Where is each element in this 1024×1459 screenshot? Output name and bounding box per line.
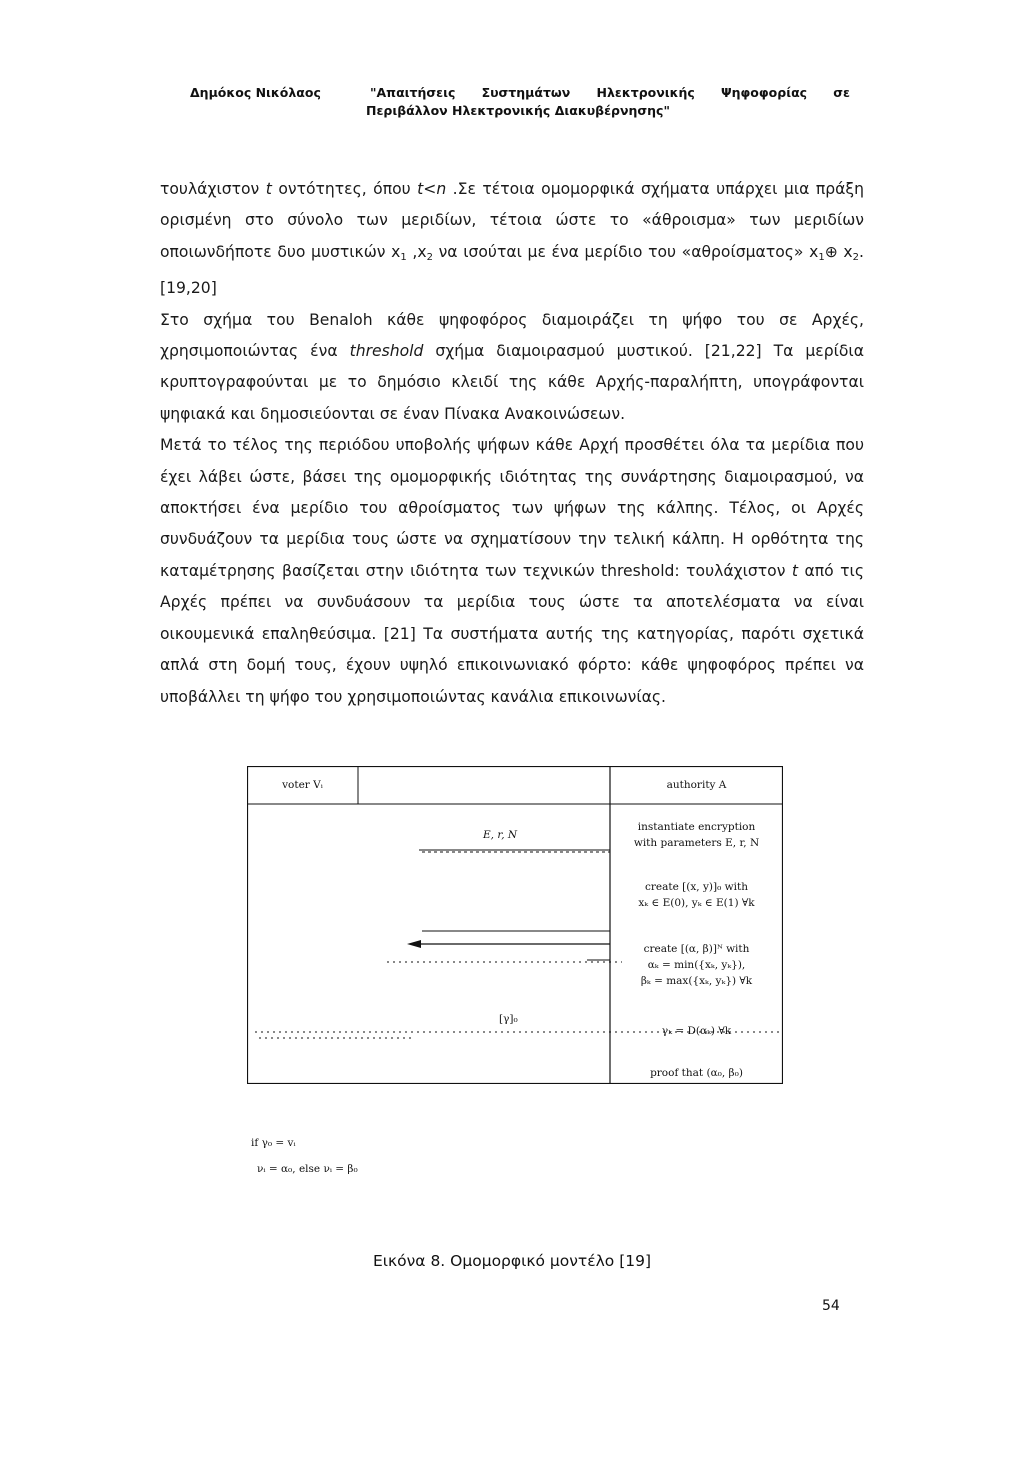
create2-line-3: βₖ = max({xₖ, yₖ}) ∀k <box>640 975 753 987</box>
create2-line-2: αₖ = min({xₖ, yₖ}), <box>647 959 746 971</box>
paragraph-2: Στο σχήμα του Benaloh κάθε ψηφοφόρος διαμοιράζει τη ψήφο του σε Αρχές, χρησιμοποιώντας ένα threshold σχήμα διαμοιρασμού μυστικού. [21,22] Τα μερίδια κρυπτογραφούνται με το δημόσιο κλειδί της κάθε Αρχής-παραλήπτη, υπογράφονται ψηφιακά και δημοσιεύονται σε έναν Πίνακα Ανακοινώσεων. <box>160 310 864 423</box>
create1-line-1: create [(x, y)]₀ with <box>645 881 748 893</box>
create2-line-1: create [(α, β)]ᴺ with <box>643 943 750 955</box>
header-title-line1 <box>370 84 850 102</box>
create1-line-2: xₖ ∈ E(0), yₖ ∈ E(1) ∀k <box>638 897 755 909</box>
if-line-2: νᵢ = α₀, else νᵢ = β₀ <box>257 1163 358 1175</box>
page-number: 54 <box>822 1298 840 1314</box>
proof-line: proof that (α₀, β₀) <box>650 1067 743 1079</box>
gamma-message: [γ]₀ <box>499 1013 518 1025</box>
voter-label: voter Vᵢ <box>282 779 323 791</box>
gamma-definition: γₖ = D(αₖ) ∀k <box>661 1025 732 1037</box>
paragraph-3: Μετά το τέλος της περιόδου υποβολής ψήφων κάθε Αρχή προσθέτει όλα τα μερίδια που έχει λάβει ώστε, βάσει της ομομορφικής ιδιότητας της συνάρτησης διαμοιρασμού, να αποκτήσει ένα μερίδιο του αθροίσματος των ψήφων της κάλπης. Τέλος, οι Αρχές συνδυάζουν τα μερίδια τους ώστε να σχηματίσουν την τελική κάλπη. Η ορθότητα της καταμέτρησης βασίζεται στην ιδιότητα των τεχνικών threshold: τουλάχιστον t από τις Αρχές πρέπει να συνδυάσουν τα μερίδια τους ώστε τα αποτελέσματα να είναι οικουμενικά επαληθεύσιμα. [21] Τα συστήματα αυτής της κατηγορίας, παρότι σχετικά απλά στη δομή τους, έχουν υψηλό επικοινωνιακό φόρτο: κάθε ψηφοφόρος πρέπει να υποβάλλει τη ψήφο του χρησιμοποιώντας κανάλια επικοινωνίας. <box>160 436 864 706</box>
message-ern: E, r, N <box>483 829 518 841</box>
protocol-diagram-lower <box>247 1084 783 1204</box>
header-title-word: Ψηφοφορίας <box>721 85 808 100</box>
instantiate-line-2: with parameters E, r, N <box>633 837 760 849</box>
instantiate-line-1: instantiate encryption <box>637 821 756 833</box>
if-line-1: if γ₀ = vᵢ <box>251 1137 296 1149</box>
header-title-line2: Περιβάλλον Ηλεκτρονικής Διακυβέρνησης" <box>366 103 670 118</box>
header-title-word: Ηλεκτρονικής <box>596 85 695 100</box>
header-title-word: Συστημάτων <box>481 85 571 100</box>
paragraph-1: τουλάχιστον t οντότητες, όπου t<n .Σε τέτοια ομομορφικά σχήματα υπάρχει μια πράξη ορισμένη στο σύνολο των μεριδίων, τέτοια ώστε το «άθροισμα» των μεριδίων οποιωνδήποτε δυο μυστικών $x_1$ $,x_2$ να ισούται με ένα μερίδιο του «αθροίσματος» $x_1\oplus$ $x_2$. [19,20] <box>160 180 864 298</box>
header-title-word: σε <box>833 85 850 100</box>
authority-label: authority A <box>666 779 727 791</box>
body-text <box>160 174 864 713</box>
header-author: Δημόκος Νικόλαος <box>190 85 321 100</box>
protocol-diagram <box>247 766 783 1084</box>
figure-caption: Εικόνα 8. Ομομορφικό μοντέλο [19] <box>372 1252 652 1270</box>
header-title-word: "Απαιτήσεις <box>370 85 456 100</box>
